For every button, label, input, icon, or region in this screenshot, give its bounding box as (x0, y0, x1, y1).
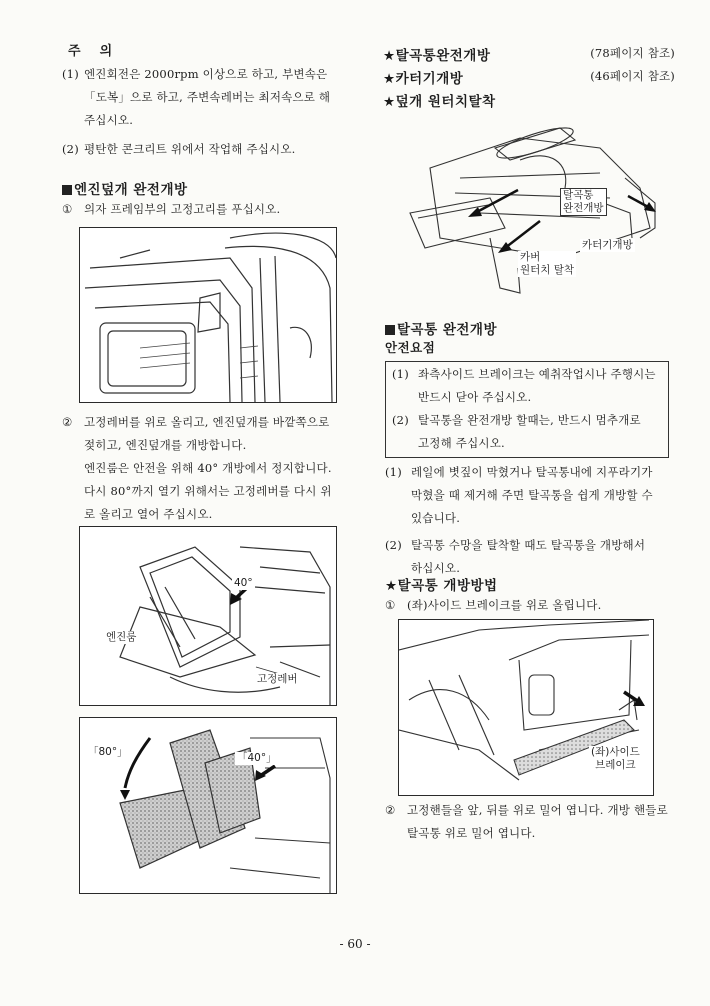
item-number: (2) (62, 142, 79, 156)
step-number: ② (62, 415, 73, 429)
cutter-label: 카터기개방 (582, 239, 633, 251)
figure-seat-frame (79, 227, 337, 403)
angle-80-label: 「80°」 (88, 746, 128, 758)
caution-title: 주 의 (68, 44, 113, 59)
engine-room-label: 엔진룸 (106, 631, 137, 643)
step-number: ① (385, 598, 396, 612)
thresher-label-line: 탈곡통 (563, 189, 594, 201)
figure-engine-cover-40 (79, 526, 337, 706)
reference-page: (78페이지 참조) (590, 46, 675, 60)
lever-label: 고정레버 (257, 673, 298, 685)
caution-list (62, 63, 362, 161)
heading-text: 탈곡통 완전개방 (397, 322, 497, 338)
step-text: 고정레버를 위로 올리고, 엔진덮개를 바깥쪽으로 (84, 415, 330, 429)
reference-row (383, 44, 675, 67)
item-number: (1) (392, 367, 409, 381)
item-text: 평탄한 콘크리트 위에서 작업해 주십시오. (84, 142, 296, 156)
reference-row (383, 67, 675, 90)
caution-item-2 (62, 138, 362, 161)
step-number: ② (385, 803, 396, 817)
reference-title: ★탈곡통완전개방 (383, 48, 491, 64)
item-number: (2) (385, 538, 402, 552)
engine-cover-80-drawing (80, 718, 336, 893)
step-text: 젖히고, 엔진덮개를 개방합니다. (84, 438, 247, 452)
item-text-cont: 주십시오. (84, 113, 134, 127)
safety-list (392, 363, 668, 455)
heading-text: 엔진덮개 완전개방 (74, 182, 188, 198)
brake-label-line: (좌)사이드 (591, 746, 640, 758)
item-text: 탈곡통을 완전개방 할때는, 반드시 멈추개로 (418, 413, 641, 427)
full-open-label-line: 완전개방 (563, 202, 604, 214)
reference-title: ★덮개 원터치탈착 (383, 94, 496, 110)
item-number: (1) (62, 67, 79, 81)
method-step-1 (385, 594, 601, 617)
cover-label-line: 카버 (520, 251, 541, 263)
item-text: 레일에 볏짚이 막혔거나 탈곡통내에 지푸라기가 (411, 465, 653, 479)
step-text: 고정핸들을 앞, 뒤를 위로 밀어 엽니다. 개방 핸들로 (407, 803, 668, 817)
reference-list (383, 44, 675, 113)
method-title: ★탈곡통 개방방법 (385, 578, 498, 594)
item-text: 막혔을 때 제거해 주면 탈곡통을 쉽게 개방할 수 (411, 488, 653, 502)
onetouch-label-line: 원터치 탈착 (520, 264, 575, 276)
brake-label-line: 브레이크 (595, 759, 636, 771)
reference-row (383, 90, 675, 113)
square-bullet-icon (62, 185, 72, 195)
notes-list (385, 461, 670, 580)
step-text: 다시 80°까지 열기 위해서는 고정레버를 다시 위 (84, 484, 332, 498)
section-heading-engine (62, 178, 188, 198)
reference-page: (46페이지 참조) (590, 69, 675, 83)
item-text-cont: 「도복」으로 하고, 주변속레버는 최저속으로 해 (84, 90, 331, 104)
angle-40-label: 40° (234, 577, 253, 589)
item-text: 하십시오. (411, 561, 461, 575)
step-text: 로 올리고 열어 주십시오. (84, 507, 213, 521)
step-number: ① (62, 202, 73, 216)
brake-label (589, 746, 642, 772)
item-text: 반드시 닫아 주십시오. (418, 390, 532, 404)
cover-label (518, 251, 576, 277)
item-number: (2) (392, 413, 409, 427)
step-text: 의자 프레임부의 고정고리를 푸십시오. (84, 202, 281, 216)
safety-title: 안전요점 (385, 340, 436, 355)
item-text: 고정해 주십시오. (418, 436, 505, 450)
figure-engine-cover-80 (79, 717, 337, 894)
angle-40-label: 「40°」 (237, 752, 277, 764)
step-text: 탈곡통 위로 밀어 엽니다. (407, 826, 536, 840)
step-text: (좌)사이드 브레이크를 위로 올립니다. (407, 598, 602, 612)
item-text: 좌측사이드 브레이크는 예취작업시나 주행시는 (418, 367, 656, 381)
step-2 (62, 411, 358, 526)
step-1 (62, 198, 280, 221)
item-number: (1) (385, 465, 402, 479)
item-text: 있습니다. (411, 511, 461, 525)
seat-frame-drawing (80, 228, 336, 402)
figure-side-brake (398, 619, 654, 796)
square-bullet-icon (385, 325, 395, 335)
reference-title: ★카터기개방 (383, 71, 464, 87)
step-text: 엔진룸은 안전을 위해 40° 개방에서 정지합니다. (84, 461, 332, 475)
thresher-label (560, 188, 607, 216)
figure-combine-overview (400, 118, 670, 296)
method-step-2 (385, 799, 675, 845)
caution-item-1 (62, 63, 362, 86)
section-heading-thresher (385, 318, 497, 338)
item-text: 탈곡통 수망을 탈착할 때도 탈곡통을 개방해서 (411, 538, 646, 552)
page-number: - 60 - (339, 937, 371, 951)
item-text: 엔진회전은 2000rpm 이상으로 하고, 부변속은 (84, 67, 328, 81)
